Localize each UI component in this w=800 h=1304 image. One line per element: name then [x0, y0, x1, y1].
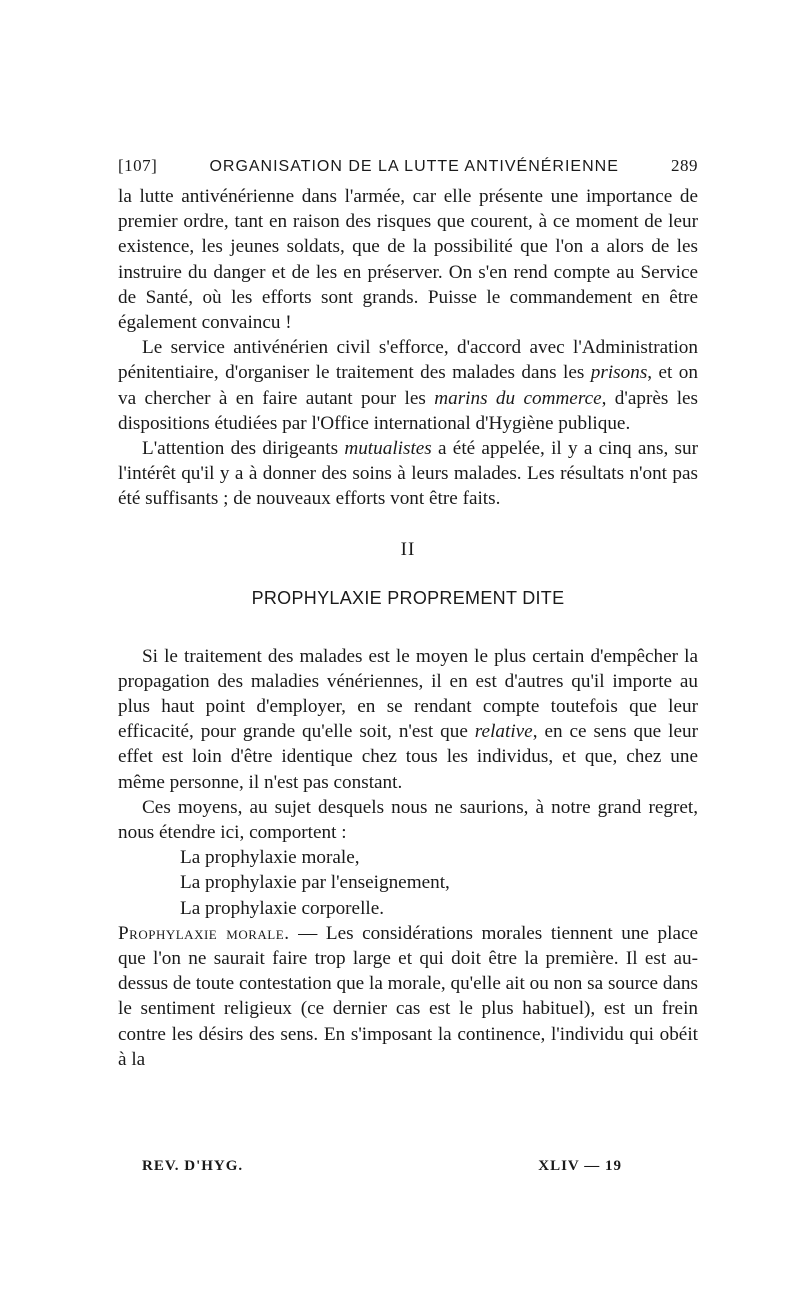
- paragraph-3-text-a: L'attention des dirigeants: [142, 438, 345, 460]
- list-item: La prophylaxie morale,: [180, 847, 360, 869]
- paragraph-2: [118, 335, 698, 436]
- paragraph-2-text-c: , d'après les dispositions étudiées par l'Office international d'Hygiène publique.: [118, 387, 699, 434]
- list-item: La prophylaxie par l'enseignement,: [180, 872, 450, 894]
- paragraph-5: Ces moyens, au sujet desquels nous ne saurions, à notre grand regret, nous étendre ici, comportent :: [118, 796, 698, 844]
- header-page-number: 289: [671, 156, 698, 175]
- paragraph-6-text: — Les considérations morales tiennent une place que l'on ne saurait faire trop large et qui doit être la première. Il est au-dessus de toute contestation que la morale, qu'elle ait ou non sa source dans le sentiment religieux (ce dernier cas est le plus habituel), est un frein contre les désirs des sens. En s'imposant la continence, l'individu qui obéit à la: [118, 922, 698, 1070]
- paragraph-3-text-b: a été appelée, il y a cinq ans, sur l'intérêt qu'il y a à donner des soins à leurs malades. Les résultats n'ont pas été suffisants ; de nouveaux efforts vont être faits.: [118, 438, 698, 510]
- emphasis-prisons: prisons: [590, 362, 648, 384]
- paragraph-4-text-b: , en ce sens que leur effet est loin d'être identique chez tous les individus, et que, chez une même personne, il n'est pas constant.: [118, 721, 698, 793]
- paragraph-4-text-a: Si le traitement des malades est le moyen le plus certain d'empêcher la propagation des maladies vénériennes, il en est d'autres qu'il importe au plus haut point d'employer, en se rendant compte toutefois que leur efficacité, pour grande qu'elle soit, n'est que: [118, 645, 698, 743]
- section-number: II: [400, 538, 416, 560]
- footer-signature: XLIV — 19: [538, 1158, 622, 1174]
- paragraph-2-text-b: , et on va chercher à en faire autant pour les: [118, 362, 698, 409]
- emphasis-relative: relative: [474, 721, 533, 743]
- paragraph-4: [118, 644, 698, 795]
- list-item: La prophylaxie corporelle.: [180, 897, 385, 919]
- run-in-heading: Prophylaxie morale.: [118, 922, 290, 944]
- running-head: [118, 152, 698, 180]
- paragraph-3: [118, 436, 698, 512]
- paragraph-1: la lutte antivénérienne dans l'armée, car elle présente une importance de premier ordre, tant en raison des risques que courent, à ce moment de leur existence, les jeunes soldats, que de la possibilité que l'on a alors de les instruire du danger et de les en préserver. On s'en rend compte au Service de Santé, où les efforts sont grands. Puisse le commandement en être également convaincu !: [118, 186, 698, 334]
- footer-journal: REV. D'HYG.: [142, 1158, 244, 1174]
- section-title: PROPHYLAXIE PROPREMENT DITE: [251, 587, 565, 608]
- paragraph-2-text-a: Le service antivénérien civil s'efforce, d'accord avec l'Administration pénitentiaire, d'organiser le traitement des malades dans les: [118, 337, 698, 384]
- emphasis-marins: marins du commerce: [434, 387, 602, 409]
- header-left: [107]: [118, 156, 158, 175]
- page-footer: [142, 1158, 622, 1175]
- paragraph-6: [118, 921, 698, 1072]
- header-title: ORGANISATION DE LA LUTTE ANTIVÉNÉRIENNE: [209, 158, 619, 175]
- emphasis-mutualistes: mutualistes: [344, 438, 432, 460]
- page: [118, 152, 698, 1072]
